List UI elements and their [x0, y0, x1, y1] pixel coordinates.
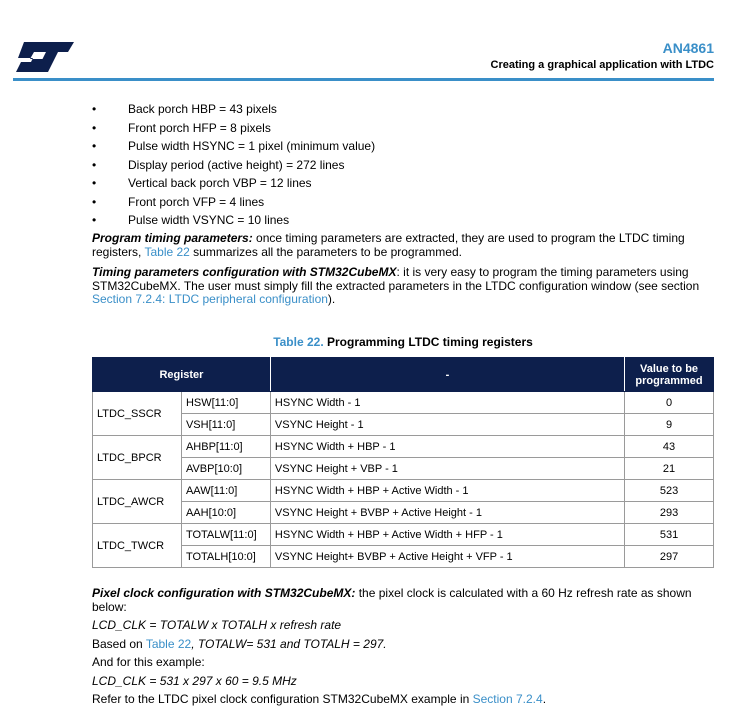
field-description: VSYNC Height + BVBP + Active Height - 1: [270, 502, 624, 524]
bullet-item: [92, 119, 375, 138]
bullet-dot-icon: •: [92, 194, 97, 209]
field-value: 43: [625, 436, 714, 458]
field-value: 531: [625, 524, 714, 546]
timing-config-title: Timing parameters configuration with STM32CubeMX: [92, 265, 397, 279]
table22-link[interactable]: Table 22: [144, 244, 190, 259]
field-value: 297: [625, 546, 714, 568]
bullet-text: Display period (active height) = 272 lines: [128, 157, 345, 172]
timing-config-text-a: : it is very easy to program the timing parameters using STM32CubeMX. The user must simply fill the extracted parameters in the LTDC configuration window (see section: [92, 265, 700, 293]
st-logo-icon: [14, 40, 76, 74]
header-description: -: [270, 358, 624, 392]
register-name: LTDC_AWCR: [93, 480, 182, 524]
table-row: [93, 414, 714, 436]
field-description: HSYNC Width + HBP + Active Width + HFP - 1: [270, 524, 624, 546]
bullet-text: Front porch VFP = 4 lines: [128, 194, 265, 209]
header-value: Value to be programmed: [625, 358, 714, 392]
program-timing-text-a: once timing parameters are extracted, they are used to program the LTDC timing registers,: [92, 231, 685, 259]
based-table22-link[interactable]: Table 22: [145, 636, 192, 651]
bullet-text: Pulse width VSYNC = 10 lines: [128, 213, 290, 227]
timing-bullet-list: [92, 100, 375, 230]
field-name: AHBP[11:0]: [181, 436, 270, 458]
example-formula: LCD_CLK = 531 x 297 x 60 = 9.5 MHz: [92, 673, 297, 688]
timing-config-text-b: ).: [327, 292, 336, 306]
pixel-clock-title: Pixel clock configuration with STM32CubeMX:: [92, 586, 356, 600]
field-description: HSYNC Width + HBP + Active Width - 1: [270, 480, 624, 502]
refer-line: [92, 693, 717, 707]
bullet-item: [92, 100, 375, 119]
register-name: LTDC_TWCR: [93, 524, 182, 568]
table-caption: [92, 335, 714, 349]
field-value: 0: [625, 392, 714, 414]
bullet-item: [92, 137, 375, 156]
table-row: [93, 502, 714, 524]
table-row: [93, 546, 714, 568]
bullet-text: Back porch HBP = 43 pixels: [128, 102, 277, 116]
table-row: [93, 480, 714, 502]
header-divider: [13, 78, 714, 81]
table-row: [93, 436, 714, 458]
header-register: Register: [93, 358, 271, 392]
bullet-text: Pulse width HSYNC = 1 pixel (minimum value): [128, 139, 376, 153]
pixel-clock-text: the pixel clock is calculated with a 60 Hz refresh rate as shown below:: [92, 586, 692, 614]
pixel-clock-section: [92, 587, 717, 707]
bullet-text: Vertical back porch VBP = 12 lines: [128, 176, 312, 190]
timing-config-paragraph: [92, 266, 717, 307]
bullet-dot-icon: •: [92, 102, 97, 116]
bullet-item: [92, 211, 375, 230]
field-description: VSYNC Height+ BVBP + Active Height + VFP - 1: [270, 546, 624, 568]
based-pre: Based on: [92, 636, 146, 651]
document-id: AN4861: [662, 40, 714, 56]
field-value: 293: [625, 502, 714, 524]
program-timing-paragraph: [92, 232, 717, 259]
bullet-dot-icon: •: [92, 157, 97, 172]
register-name: LTDC_SSCR: [93, 392, 182, 436]
table-row: [93, 524, 714, 546]
bullet-dot-icon: •: [92, 120, 97, 135]
section-724-link[interactable]: Section 7.2.4: LTDC peripheral configuration: [92, 292, 328, 306]
bullet-dot-icon: •: [92, 213, 97, 227]
table-row: [93, 458, 714, 480]
example-intro: And for this example:: [92, 655, 205, 669]
bullet-item: [92, 156, 375, 175]
field-value: 9: [625, 414, 714, 436]
based-post: , TOTALW= 531 and TOTALH = 297.: [191, 636, 387, 651]
table-number: Table 22.: [273, 335, 324, 349]
bullet-text: Front porch HFP = 8 pixels: [128, 120, 271, 135]
bullet-item: [92, 193, 375, 212]
field-value: 21: [625, 458, 714, 480]
bullet-dot-icon: •: [92, 139, 97, 153]
field-description: HSYNC Width + HBP - 1: [270, 436, 624, 458]
register-name: LTDC_BPCR: [93, 436, 182, 480]
field-description: VSYNC Height - 1: [270, 414, 624, 436]
lcd-clk-formula: LCD_CLK = TOTALW x TOTALH x refresh rate: [92, 618, 342, 632]
table-title: Programming LTDC timing registers: [327, 335, 533, 349]
bullet-item: [92, 174, 375, 193]
ltdc-timing-table: [92, 357, 714, 568]
field-name: TOTALH[10:0]: [181, 546, 270, 568]
refer-section-link[interactable]: Section 7.2.4: [472, 692, 543, 706]
refer-post: .: [542, 692, 547, 706]
document-subtitle: Creating a graphical application with LTDC: [490, 59, 714, 71]
refer-pre: Refer to the LTDC pixel clock configuration STM32CubeMX example in: [92, 692, 473, 706]
program-timing-title: Program timing parameters:: [92, 231, 253, 245]
table-row: [93, 392, 714, 414]
field-name: AAW[11:0]: [181, 480, 270, 502]
field-name: VSH[11:0]: [181, 414, 270, 436]
field-name: AAH[10:0]: [181, 502, 270, 524]
field-description: VSYNC Height + VBP - 1: [270, 458, 624, 480]
field-name: HSW[11:0]: [181, 392, 270, 414]
pixel-clock-paragraph: [92, 587, 717, 614]
bullet-dot-icon: •: [92, 176, 97, 190]
field-value: 523: [625, 480, 714, 502]
field-description: HSYNC Width - 1: [270, 392, 624, 414]
field-name: TOTALW[11:0]: [181, 524, 270, 546]
field-name: AVBP[10:0]: [181, 458, 270, 480]
program-timing-text-b: summarizes all the parameters to be programmed.: [189, 244, 462, 259]
based-on-line: [92, 638, 717, 652]
